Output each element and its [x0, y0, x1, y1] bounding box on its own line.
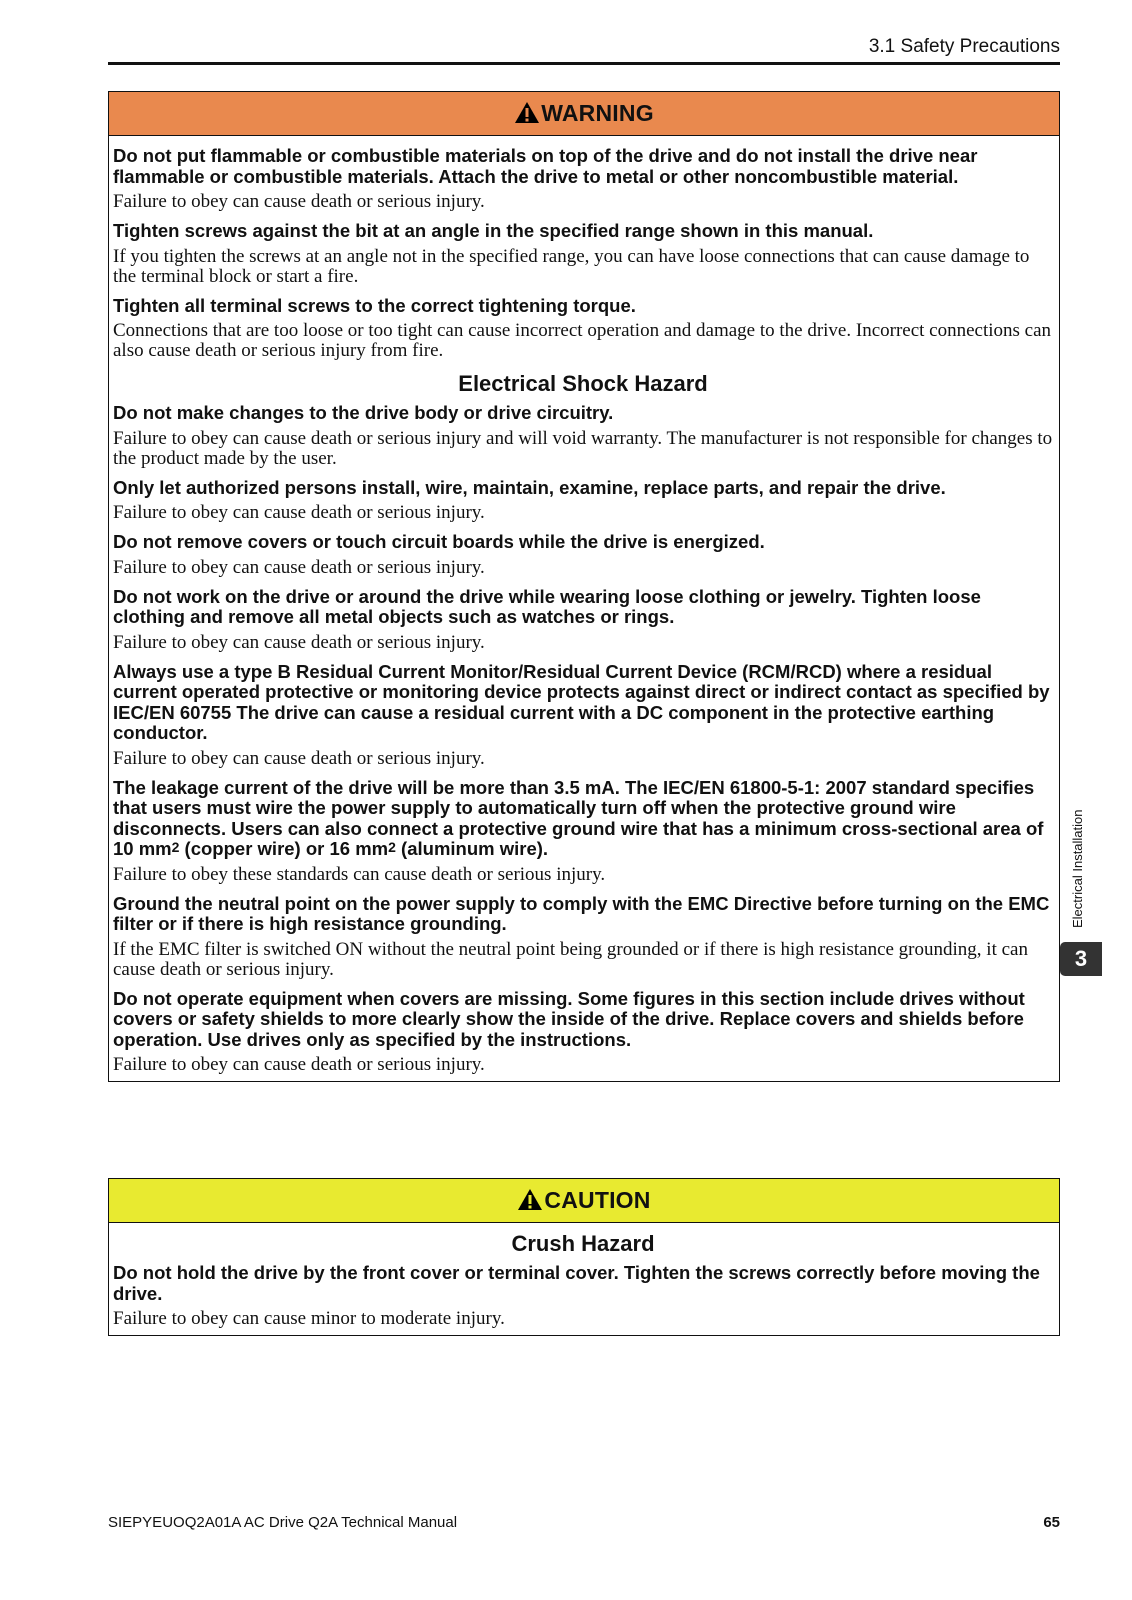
warning-item-bold: Tighten screws against the bit at an angle in the specified range shown in this manual. — [113, 220, 874, 241]
shock-item-text: Failure to obey can cause death or serious injury. — [113, 556, 485, 578]
shock-item-text: Failure to obey can cause death or serious injury. — [113, 631, 485, 653]
warning-item-text: Connections that are too loose or too tight can cause incorrect operation and damage to the drive. Incorrect connections can also cause death or serious injury from fire. — [113, 320, 1052, 361]
shock-item-bold: Do not make changes to the drive body or drive circuitry. — [113, 402, 614, 423]
superscript-2: 2 — [171, 839, 180, 855]
chapter-tab: 3 — [1060, 942, 1102, 976]
shock-item-bold: Do not work on the drive or around the drive while wearing loose clothing or jewelry. Tighten loose clothing and remove all metal objects such as watches or rings. — [113, 585, 981, 627]
shock-item-text: Failure to obey can cause death or serious injury. — [113, 502, 485, 523]
shock-item-text: Failure to obey these standards can cause death or serious injury. — [113, 863, 606, 885]
warning-item-text: Failure to obey can cause death or serious injury. — [113, 191, 485, 212]
warning-triangle-icon — [514, 101, 540, 124]
warning-item-text: If you tighten the screws at an angle not in the specified range, you can have loose connections that can cause damage to the terminal block or start a fire. — [113, 245, 1030, 287]
leakage-text-c: (aluminum wire). — [395, 838, 549, 859]
shock-item-text: Failure to obey can cause death or serious injury. — [113, 1054, 485, 1075]
footer-manual-title: SIEPYEUOQ2A01A AC Drive Q2A Technical Manual — [108, 1514, 458, 1531]
caution-title: CAUTION — [544, 1187, 651, 1213]
caution-item-text: Failure to obey can cause minor to moderate injury. — [113, 1308, 505, 1329]
running-header: 3.1 Safety Precautions — [868, 36, 1060, 57]
shock-item-text: Failure to obey can cause death or serious injury. — [113, 747, 485, 769]
shock-item-bold: Do not remove covers or touch circuit boards while the drive is energized. — [113, 531, 765, 552]
caution-content — [109, 1223, 1059, 1335]
leakage-text-b: (copper wire) or 16 mm — [179, 838, 389, 859]
chapter-title: Electrical Installation — [1070, 809, 1085, 928]
leakage-text-a: The leakage current of the drive will be more than 3.5 mA. The IEC/EN 61800-5-1: 2007 standard specifies that users must wire the power supply to automatically turn off when the protective ground wire disconnects. Users can also connect a protective ground wire that has a minimum cross-sectional area of 10 mm — [113, 776, 1044, 859]
shock-item-bold: Only let authorized persons install, wire, maintain, examine, replace parts, and repair the drive. — [113, 476, 946, 498]
superscript-2: 2 — [388, 839, 396, 855]
shock-item-bold: Ground the neutral point on the power supply to comply with the EMC Directive before turning on the EMC filter or if there is high resistance grounding. — [113, 892, 1050, 934]
header-rule — [108, 62, 1060, 65]
shock-hazard-heading: Electrical Shock Hazard — [458, 371, 708, 396]
caution-item-bold: Do not hold the drive by the front cover or terminal cover. Tighten the screws correctly before moving the drive. — [113, 1262, 1040, 1304]
shock-item-text: Failure to obey can cause death or serious injury and will void warranty. The manufacturer is not responsible for changes to the product made by the user. — [113, 427, 1053, 469]
shock-item-bold-leakage — [113, 778, 1053, 860]
warning-box — [108, 91, 1060, 1082]
caution-box — [108, 1178, 1060, 1336]
shock-item-bold: Always use a type B Residual Current Monitor/Residual Current Device (RCM/RCD) where a residual current operated protective or monitoring device protects against direct or indirect contact as specified by IEC/EN 60755 The drive can cause a residual current with a DC component in the protective earthing conductor. — [113, 660, 1050, 743]
shock-item-bold: Do not operate equipment when covers are missing. Some figures in this section include drives without covers or safety shields to more clearly show the inside of the drive. Replace covers and shields before operation. Use drives only as specified by the instructions. — [113, 987, 1025, 1050]
warning-title: WARNING — [541, 100, 654, 126]
shock-item-text: If the EMC filter is switched ON without the neutral point being grounded or if there is high resistance grounding, it can cause death or serious injury. — [113, 938, 1028, 980]
page-number: 65 — [1043, 1514, 1060, 1531]
crush-hazard-heading: Crush Hazard — [511, 1231, 655, 1256]
warning-triangle-icon — [517, 1188, 543, 1211]
warning-item-bold: Do not put flammable or combustible materials on top of the drive and do not install the drive near flammable or combustible materials. Attach the drive to metal or other noncombustible material. — [113, 145, 978, 187]
warning-content — [109, 136, 1059, 1081]
warning-item-bold: Tighten all terminal screws to the correct tightening torque. — [113, 294, 636, 316]
caution-banner — [109, 1179, 1059, 1223]
warning-banner — [109, 92, 1059, 136]
